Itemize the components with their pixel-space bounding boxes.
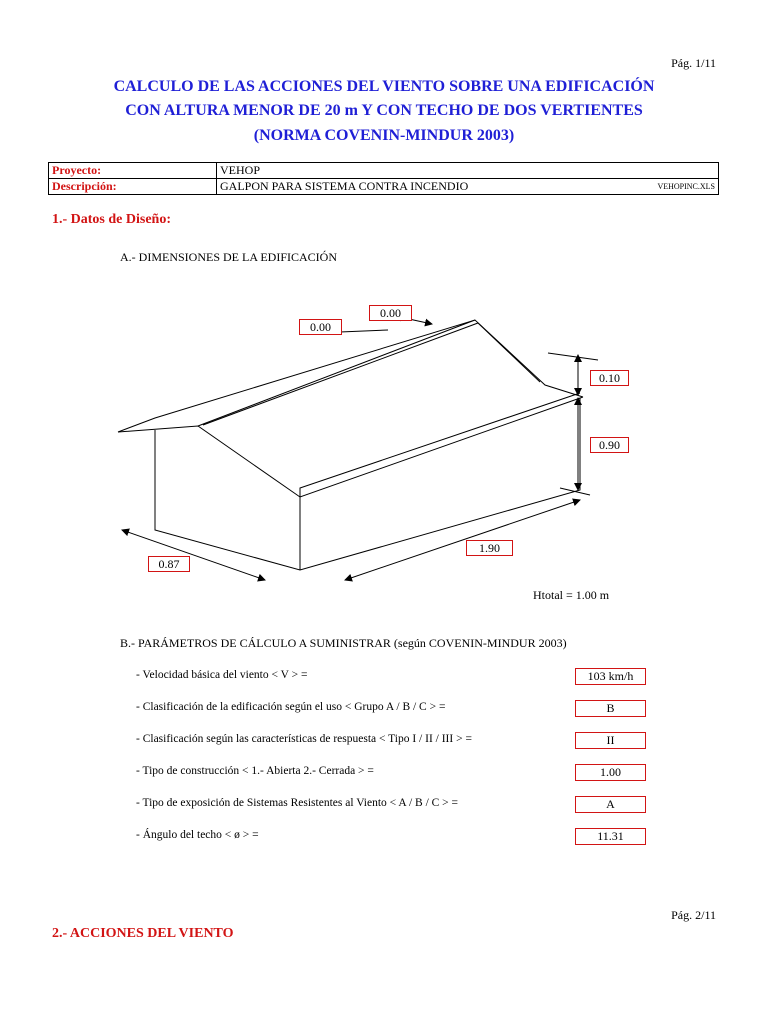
roof-inner-line <box>203 323 540 425</box>
param-label-velocidad: - Velocidad básica del viento < V > = <box>136 669 308 681</box>
param-value-exposicion: A <box>575 796 646 813</box>
descripcion-label: Descripción: <box>49 179 217 194</box>
title-line-3: (NORMA COVENIN-MINDUR 2003) <box>253 127 515 144</box>
dim-length <box>345 500 580 580</box>
section-datos-diseno: 1.- Datos de Diseño: <box>52 212 171 227</box>
page-number-2: Pág. 2/11 <box>671 908 716 922</box>
file-name: VEHOPINC.XLS <box>657 182 715 191</box>
dim-box-roof-height: 0.10 <box>590 370 629 386</box>
section-acciones-viento: 2.- ACCIONES DEL VIENTO <box>52 926 234 941</box>
roof-lower-line <box>300 393 580 497</box>
param-label-angulo: - Ángulo del techo < ø > = <box>136 829 259 841</box>
dim-box-width: 0.87 <box>148 556 190 572</box>
param-value-tipo-respuesta: II <box>575 732 646 749</box>
leader-overhang <box>340 330 388 332</box>
dim-width <box>122 530 265 580</box>
htotal-label: Htotal = 1.00 m <box>533 588 610 602</box>
param-label-tipo-respuesta: - Clasificación según las características de respuesta < Tipo I / II / III > = <box>136 733 472 745</box>
dim-box-length: 1.90 <box>466 540 513 556</box>
param-value-velocidad: 103 km/h <box>575 668 646 685</box>
page-number: Pág. 1/11 <box>671 56 716 70</box>
param-value-grupo: B <box>575 700 646 717</box>
param-value-construccion: 1.00 <box>575 764 646 781</box>
param-label-construccion: - Tipo de construcción < 1.- Abierta 2.- Cerrada > = <box>136 765 374 777</box>
dim-box-overhang-ridge: 0.00 <box>369 305 412 321</box>
dim-box-overhang-side: 0.00 <box>299 319 342 335</box>
walls <box>155 398 580 570</box>
param-label-exposicion: - Tipo de exposición de Sistemas Resistentes al Viento < A / B / C > = <box>136 797 459 809</box>
title-line-1: CALCULO DE LAS ACCIONES DEL VIENTO SOBRE UNA EDIFICACIÓN <box>113 78 655 95</box>
roof-ridge <box>198 320 475 426</box>
descripcion-value: GALPON PARA SISTEMA CONTRA INCENDIO <box>220 179 469 193</box>
ext-line-top <box>548 353 598 360</box>
param-value-angulo: 11.31 <box>575 828 646 845</box>
roof-front-edge <box>118 397 583 497</box>
dim-box-wall-height: 0.90 <box>590 437 629 453</box>
subsection-parametros: B.- PARÁMETROS DE CÁLCULO A SUMINISTRAR (según COVENIN-MINDUR 2003) <box>120 636 567 650</box>
proyecto-value: VEHOP <box>220 163 261 177</box>
subsection-dimensiones: A.- DIMENSIONES DE LA EDIFICACIÓN <box>120 250 337 264</box>
param-label-grupo: - Clasificación de la edificación según el uso < Grupo A / B / C > = <box>136 701 446 713</box>
title-line-2: CON ALTURA MENOR DE 20 m Y CON TECHO DE DOS VERTIENTES <box>125 102 643 119</box>
proyecto-label: Proyecto: <box>49 163 217 178</box>
